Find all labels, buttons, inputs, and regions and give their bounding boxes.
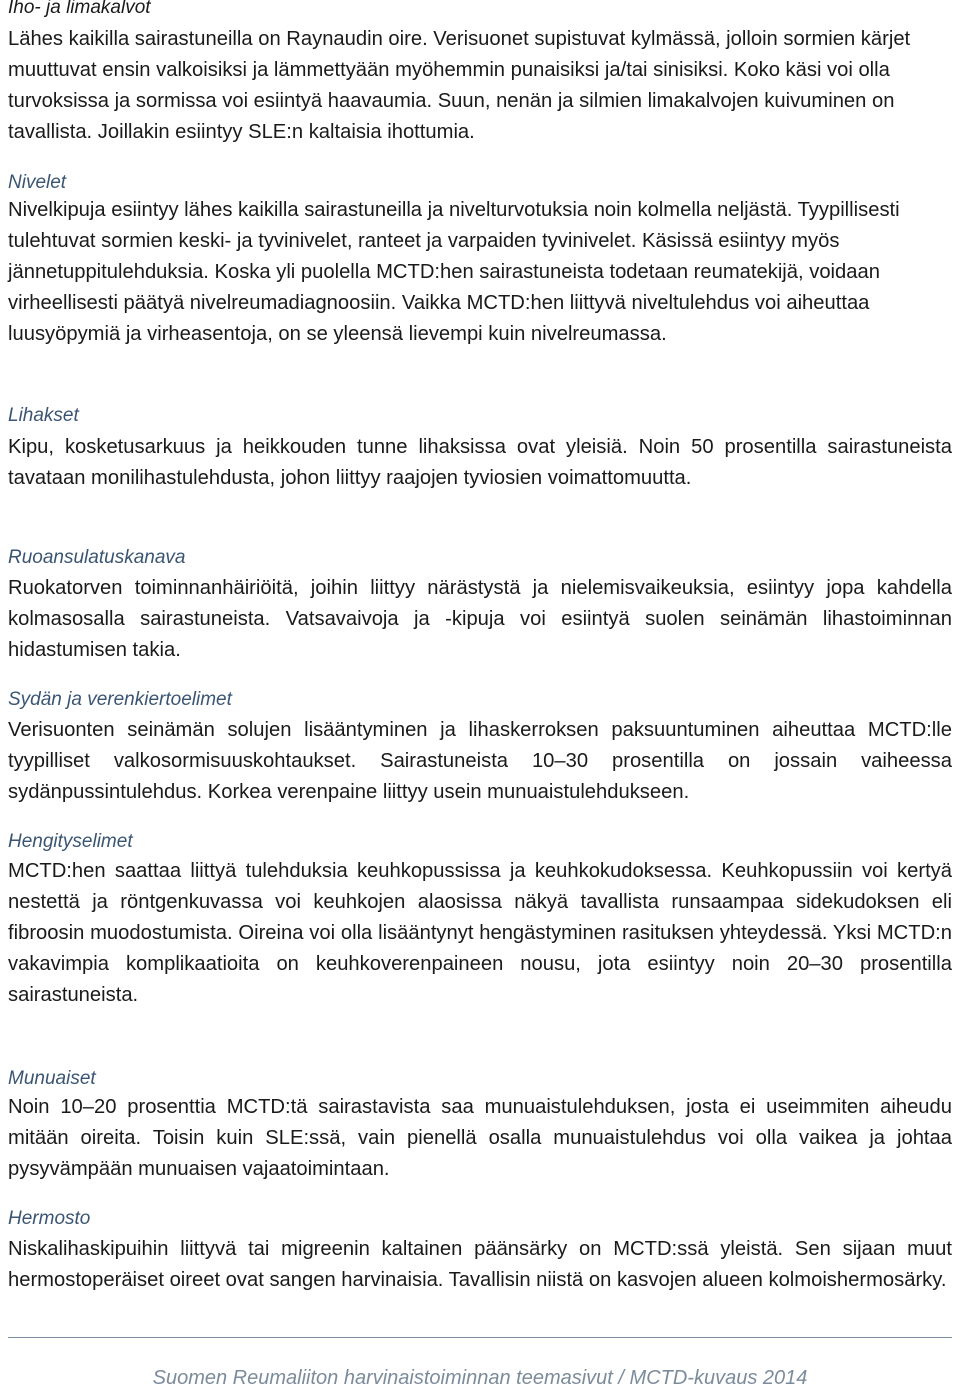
footer-divider	[8, 1337, 952, 1338]
section-heading-nivelet: Nivelet	[8, 172, 67, 193]
section-body-munuaiset: Noin 10–20 prosenttia MCTD:tä sairastavista saa munuaistulehduksen, josta ei useimmiten aiheudu mitään oireita. Toisin kuin SLE:ssä, vain pienellä osalla munuaistulehdus voi olla vaikea ja johtaa pysyvämpään munuaisen vajaatoimintaan.	[8, 1096, 952, 1180]
section-body-ruoansulatuskanava: Ruokatorven toiminnanhäiriöitä, joihin liittyy närästystä ja nielemisvaikeuksia, esiintyy jopa kahdella kolmasosalla sairastuneista. Vatsavaivoja ja -kipuja voi esiintyä suolen seinämän lihastoiminnan hidastumisen takia.	[8, 577, 952, 661]
section-heading-hermosto: Hermosto	[8, 1208, 91, 1229]
section-heading-ruoansulatuskanava: Ruoansulatuskanava	[8, 547, 186, 568]
section-body-hermosto: Niskalihaskipuihin liittyvä tai migreenin kaltainen päänsärky on MCTD:ssä yleistä. Sen sijaan muut hermostoperäiset oireet ovat sangen harvinaisia. Tavallisin niistä on kasvojen alueen kolmoishermosärky.	[8, 1238, 952, 1291]
section-heading-munuaiset: Munuaiset	[8, 1068, 96, 1089]
section-heading-sydan: Sydän ja verenkiertoelimet	[8, 689, 232, 710]
section-body-hengityselimet: MCTD:hen saattaa liittyä tulehduksia keuhkopussissa ja keuhkokudoksessa. Keuhkopussiin voi kertyä nestettä ja röntgenkuvassa voi keuhkojen alaosissa näkyä tavallista runsaampaa sidekudoksen eli fibroosin muodostumista. Oireina voi olla lisääntynyt hengästyminen rasituksen yhteydessä. Yksi MCTD:n vakavimpia komplikaatioita on keuhkoverenpaineen nousu, jota esiintyy noin 20–30 prosentilla sairastuneista.	[8, 860, 952, 1006]
section-heading-iho: Iho- ja limakalvot	[8, 0, 151, 18]
section-body-nivelet: Nivelkipuja esiintyy lähes kaikilla sairastuneilla ja nivelturvotuksia noin kolmella neljästä. Tyypillisesti tulehtuvat sormien keski- ja tyvinivelet, ranteet ja varpaiden tyvinivelet. Käsissä esiintyy myös jännetuppitulehduksia. Koska yli puolella MCTD:hen sairastuneista todetaan reumatekijä, voidaan virheellisesti päätyä nivelreumadiagnoosiin. Vaikka MCTD:hen liittyvä niveltulehdus voi aiheuttaa luusyöpymiä ja virheasentoja, on se yleensä lievempi kuin nivelreumassa.	[8, 199, 900, 345]
section-body-iho: Lähes kaikilla sairastuneilla on Raynaudin oire. Verisuonet supistuvat kylmässä, jolloin sormien kärjet muuttuvat ensin valkoisiksi ja lämmettyään myöhemmin punaisiksi ja/tai sinisiksi. Koko käsi voi olla turvoksissa ja sormissa voi esiintyä haavaumia. Suun, nenän ja silmien limakalvojen kuivuminen on tavallista. Joillakin esiintyy SLE:n kaltaisia ihottumia.	[8, 28, 911, 143]
section-body-lihakset: Kipu, kosketusarkuus ja heikkouden tunne lihaksissa ovat yleisiä. Noin 50 prosentilla sairastuneista tavataan monilihastulehdusta, johon liittyy raajojen tyviosien voimattomuutta.	[8, 436, 952, 489]
section-heading-hengityselimet: Hengityselimet	[8, 831, 133, 852]
section-heading-lihakset: Lihakset	[8, 405, 79, 426]
page-footer: Suomen Reumaliiton harvinaistoiminnan teemasivut / MCTD-kuvaus 2014	[152, 1367, 808, 1389]
section-body-sydan: Verisuonten seinämän solujen lisääntyminen ja lihaskerroksen paksuuntuminen aiheuttaa MCTD:lle tyypilliset valkosormisuuskohtaukset. Sairastuneista 10–30 prosentilla on jossain vaiheessa sydänpussintulehdus. Korkea verenpaine liittyy usein munuaistulehdukseen.	[8, 719, 952, 803]
